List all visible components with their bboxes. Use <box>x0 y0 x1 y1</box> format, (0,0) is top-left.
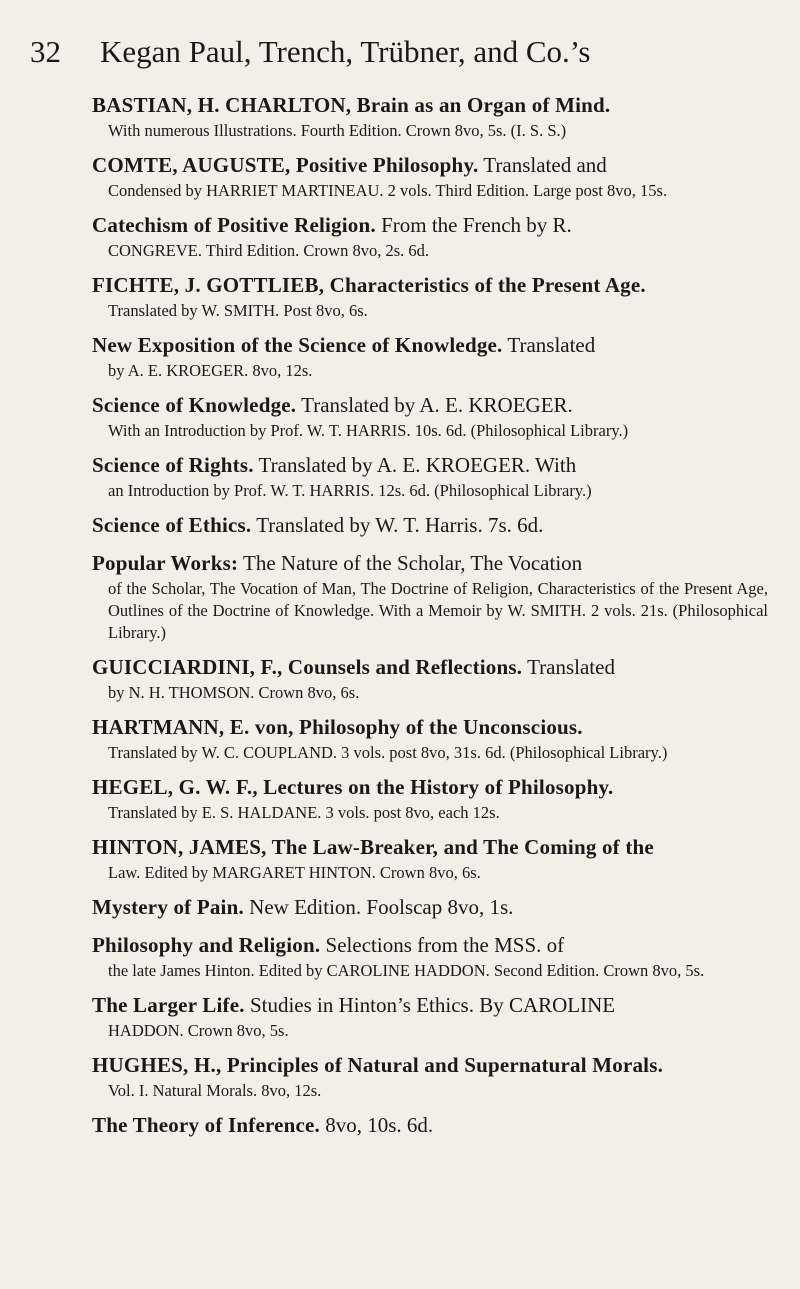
entry-title: Popular Works: <box>92 551 239 575</box>
catalogue-entry <box>92 714 768 764</box>
entry-detail: the late James Hinton. Edited by CAROLINE HADDON. Second Edition. Crown 8vo, 5s. <box>108 961 705 980</box>
entry-desc: Translated <box>522 655 615 679</box>
entry-title: Science of Rights. <box>92 453 254 477</box>
entry-title: The Larger Life. <box>92 993 245 1017</box>
catalogue-entry <box>92 550 768 644</box>
entry-title: HEGEL, G. W. F., Lectures on the History of Philosophy. <box>92 775 614 799</box>
entry-heading <box>92 332 768 360</box>
entry-detail: With an Introduction by Prof. W. T. HARRIS. 10s. 6d. (Philosophical Library.) <box>108 421 629 440</box>
entry-detail: Law. Edited by MARGARET HINTON. Crown 8vo, 6s. <box>108 863 481 882</box>
entry-title: Science of Ethics. <box>92 513 252 537</box>
entry-title: GUICCIARDINI, F., Counsels and Reflections. <box>92 655 523 679</box>
entry-title: Philosophy and Religion. <box>92 933 321 957</box>
entry-detail: Translated by E. S. HALDANE. 3 vols. post 8vo, each 12s. <box>108 803 500 822</box>
catalogue-entry <box>92 992 768 1042</box>
entry-heading <box>92 152 768 180</box>
entry-desc: From the French by R. <box>375 213 572 237</box>
entry-heading <box>92 894 768 922</box>
entry-desc: Translated <box>502 333 596 357</box>
entry-title: HUGHES, H., Principles of Natural and Supernatural Morals. <box>92 1053 664 1077</box>
entry-heading <box>92 212 768 240</box>
entry-detail: CONGREVE. Third Edition. Crown 8vo, 2s. 6d. <box>108 241 429 260</box>
catalogue-entry <box>92 1112 768 1140</box>
catalogue-entry <box>92 654 768 704</box>
entry-detail: of the Scholar, The Vocation of Man, The Doctrine of Religion, Characteristics of the Present Age, Outlines of the Doctrine of Knowledge. With a Memoir by W. SMITH. 2 vols. 21s. (Philosophical Library.) <box>108 579 768 642</box>
entry-title: New Exposition of the Science of Knowledge. <box>92 333 503 357</box>
catalogue-entry <box>92 152 768 202</box>
entry-heading <box>92 1112 768 1140</box>
entry-detail: Translated by W. C. COUPLAND. 3 vols. post 8vo, 31s. 6d. (Philosophical Library.) <box>108 743 668 762</box>
entry-title: The Theory of Inference. <box>92 1113 320 1137</box>
entry-desc: Translated and <box>478 153 607 177</box>
entry-detail: an Introduction by Prof. W. T. HARRIS. 12s. 6d. (Philosophical Library.) <box>108 481 592 500</box>
entry-detail: HADDON. Crown 8vo, 5s. <box>108 1021 289 1040</box>
entry-desc: Selections from the MSS. of <box>320 933 565 957</box>
entry-heading <box>92 1052 768 1080</box>
running-header <box>30 34 775 70</box>
page-number: 32 <box>30 34 61 69</box>
entry-title: Science of Knowledge. <box>92 393 297 417</box>
catalogue-entry <box>92 1052 768 1102</box>
catalogue-entry <box>92 512 768 540</box>
entry-heading <box>92 774 768 802</box>
entry-heading <box>92 392 768 420</box>
catalogue-entry <box>92 834 768 884</box>
entry-heading <box>92 992 768 1020</box>
catalogue-entry <box>92 92 768 142</box>
entry-detail: With numerous Illustrations. Fourth Edition. Crown 8vo, 5s. (I. S. S.) <box>108 121 567 140</box>
entry-desc: 8vo, 10s. 6d. <box>320 1113 434 1137</box>
entry-title: Catechism of Positive Religion. <box>92 213 376 237</box>
catalogue-entry <box>92 332 768 382</box>
catalogue-entry <box>92 212 768 262</box>
entry-title: FICHTE, J. GOTTLIEB, Characteristics of the Present Age. <box>92 273 646 297</box>
entry-desc: Translated by A. E. KROEGER. With <box>253 453 577 477</box>
entry-detail: Vol. I. Natural Morals. 8vo, 12s. <box>108 1081 322 1100</box>
entry-heading <box>92 92 768 120</box>
entry-desc: New Edition. Foolscap 8vo, 1s. <box>243 895 514 919</box>
entry-detail: by A. E. KROEGER. 8vo, 12s. <box>108 361 313 380</box>
entry-title: Mystery of Pain. <box>92 895 244 919</box>
entry-title: HARTMANN, E. von, Philosophy of the Unconscious. <box>92 715 583 739</box>
entry-title: HINTON, JAMES, The Law-Breaker, and The Coming of the <box>92 835 654 859</box>
entry-detail: Condensed by HARRIET MARTINEAU. 2 vols. Third Edition. Large post 8vo, 15s. <box>108 181 668 200</box>
entry-detail: Translated by W. SMITH. Post 8vo, 6s. <box>108 301 368 320</box>
entry-title: BASTIAN, H. CHARLTON, Brain as an Organ of Mind. <box>92 93 611 117</box>
entry-title: COMTE, AUGUSTE, Positive Philosophy. <box>92 153 479 177</box>
catalogue-entry <box>92 272 768 322</box>
publisher-title: Kegan Paul, Trench, Trübner, and Co.’s <box>100 34 591 69</box>
entry-desc: Studies in Hinton’s Ethics. By CAROLINE <box>244 993 616 1017</box>
entry-heading <box>92 714 768 742</box>
catalogue-entry <box>92 452 768 502</box>
catalogue-entry <box>92 894 768 922</box>
entry-heading <box>92 654 768 682</box>
entry-detail: by N. H. THOMSON. Crown 8vo, 6s. <box>108 683 360 702</box>
entry-heading <box>92 550 768 578</box>
entry-desc: Translated by A. E. KROEGER. <box>296 393 573 417</box>
catalogue-entry <box>92 774 768 824</box>
catalogue-entry <box>92 932 768 982</box>
entry-heading <box>92 834 768 862</box>
catalogue-entries <box>92 92 768 1150</box>
entry-heading <box>92 932 768 960</box>
entry-heading <box>92 452 768 480</box>
catalogue-entry <box>92 392 768 442</box>
entry-desc: Translated by W. T. Harris. 7s. 6d. <box>251 513 544 537</box>
entry-desc: The Nature of the Scholar, The Vocation <box>238 551 583 575</box>
entry-heading <box>92 512 768 540</box>
entry-heading <box>92 272 768 300</box>
